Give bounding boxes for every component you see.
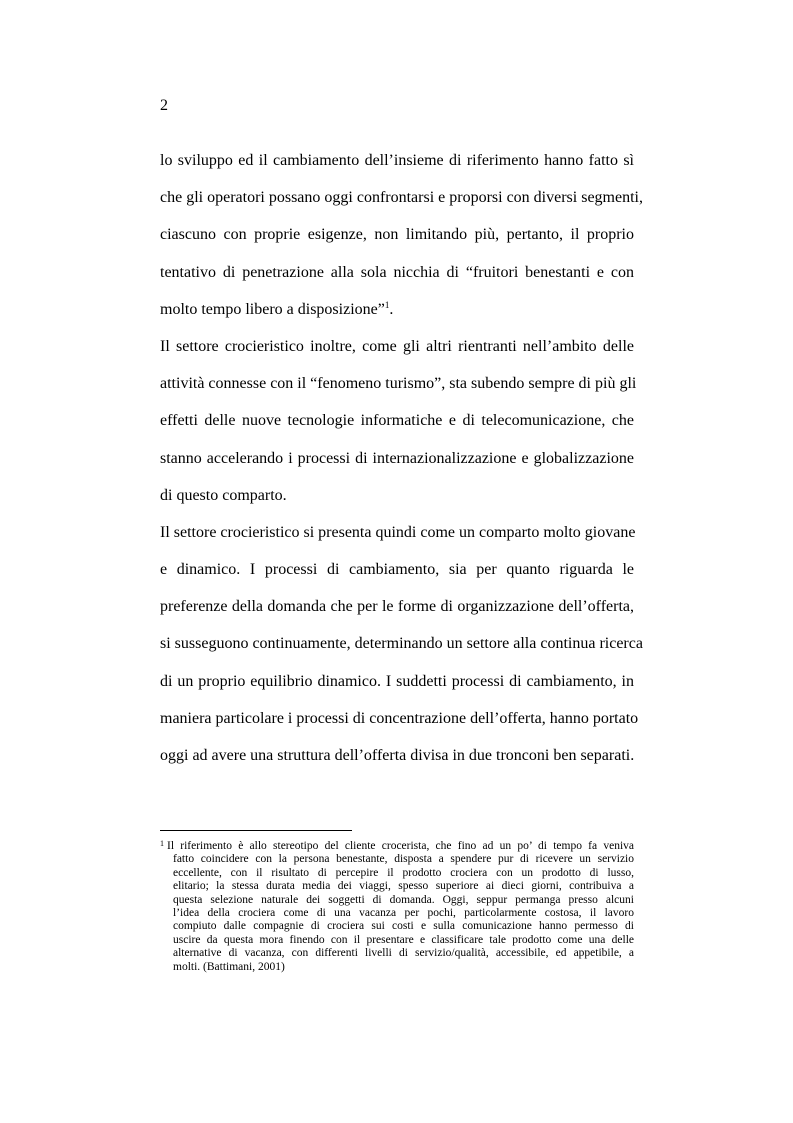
- body-text: [160, 142, 643, 774]
- footnote-separator: [160, 830, 352, 831]
- text-line: si susseguono continuamente, determinando un settore alla continua ricerca: [160, 635, 643, 653]
- paragraph-2: [160, 328, 637, 514]
- text-line: di un proprio equilibrio dinamico. I suddetti processi di cambiamento, in: [160, 672, 634, 690]
- footnote-line: fatto coincidere con la persona benestante, disposta a spendere pur di ricevere un servizio: [173, 853, 634, 866]
- text-line: attività connesse con il “fenomeno turismo”, sta subendo sempre di più gli: [160, 375, 637, 393]
- footnote-line: uscire da questa mora finendo con il presentare e classificare tale prodotto come una delle: [173, 933, 634, 946]
- text-line: di questo comparto.: [160, 486, 287, 504]
- text-line: Il settore crocieristico inoltre, come gli altri rientranti nell’ambito delle: [160, 337, 634, 355]
- text-line: maniera particolare i processi di concentrazione dell’offerta, hanno portato: [160, 709, 639, 727]
- text-line: oggi ad avere una struttura dell’offerta divisa in due tronconi ben separati.: [160, 747, 635, 764]
- footnote-line: questa selezione naturale dei soggetti di domanda. Oggi, seppur permanga presso alcuni: [173, 893, 634, 906]
- footnote: [160, 840, 634, 974]
- footnote-marker: 1: [160, 839, 164, 848]
- text-line: tentativo di penetrazione alla sola nicchia di “fruitori benestanti e con: [160, 263, 634, 281]
- text-line: Il settore crocieristico si presenta quindi come un comparto molto giovane: [160, 523, 636, 541]
- paragraph-1: [160, 142, 643, 328]
- footnote-line: molti. (Battimani, 2001): [173, 960, 285, 973]
- text-line: e dinamico. I processi di cambiamento, sia per quanto riguarda le: [160, 561, 634, 579]
- page-number: 2: [160, 97, 168, 114]
- text-line: stanno accelerando i processi di internazionalizzazione e globalizzazione: [160, 449, 634, 467]
- footnote-line: elitario; la stessa durata media dei viaggi, spesso superiore ai dieci giorni, contribuiva a: [173, 880, 634, 893]
- footnote-line: eccellente, con il risultato di percepire il prodotto crociera con un prodotto di lusso,: [173, 866, 634, 879]
- footnote-line: Il riferimento è allo stereotipo del cliente crocerista, che fino ad un po’ di tempo fa veniva: [167, 840, 634, 852]
- text-fragment: .: [389, 300, 394, 318]
- text-line: che gli operatori possano oggi confrontarsi e proporsi con diversi segmenti,: [160, 189, 643, 207]
- footnote-line: l’idea della crociera come di una vacanza per pochi, particolarmente costosa, il lavoro: [173, 907, 634, 920]
- text-line: effetti delle nuove tecnologie informatiche e di telecomunicazione, che: [160, 412, 634, 430]
- text-line: preferenze della domanda che per le forme di organizzazione dell’offerta,: [160, 598, 634, 616]
- text-line: lo sviluppo ed il cambiamento dell’insieme di riferimento hanno fatto sì: [160, 152, 634, 169]
- footnote-line: alternative di vacanza, con differenti livelli di servizio/qualità, accessibile, ed appetibile, a: [173, 947, 634, 960]
- footnote-reference[interactable]: 1: [384, 299, 390, 310]
- text-line-with-footnote: [160, 291, 634, 328]
- text-fragment: molto tempo libero a disposizione”: [160, 300, 385, 318]
- text-line: ciascuno con proprie esigenze, non limitando più, pertanto, il proprio: [160, 226, 634, 244]
- footnote-line: compiuto dalle compagnie di crociera sui costi e sulla comunicazione hanno permesso di: [173, 920, 634, 933]
- paragraph-3: [160, 514, 643, 774]
